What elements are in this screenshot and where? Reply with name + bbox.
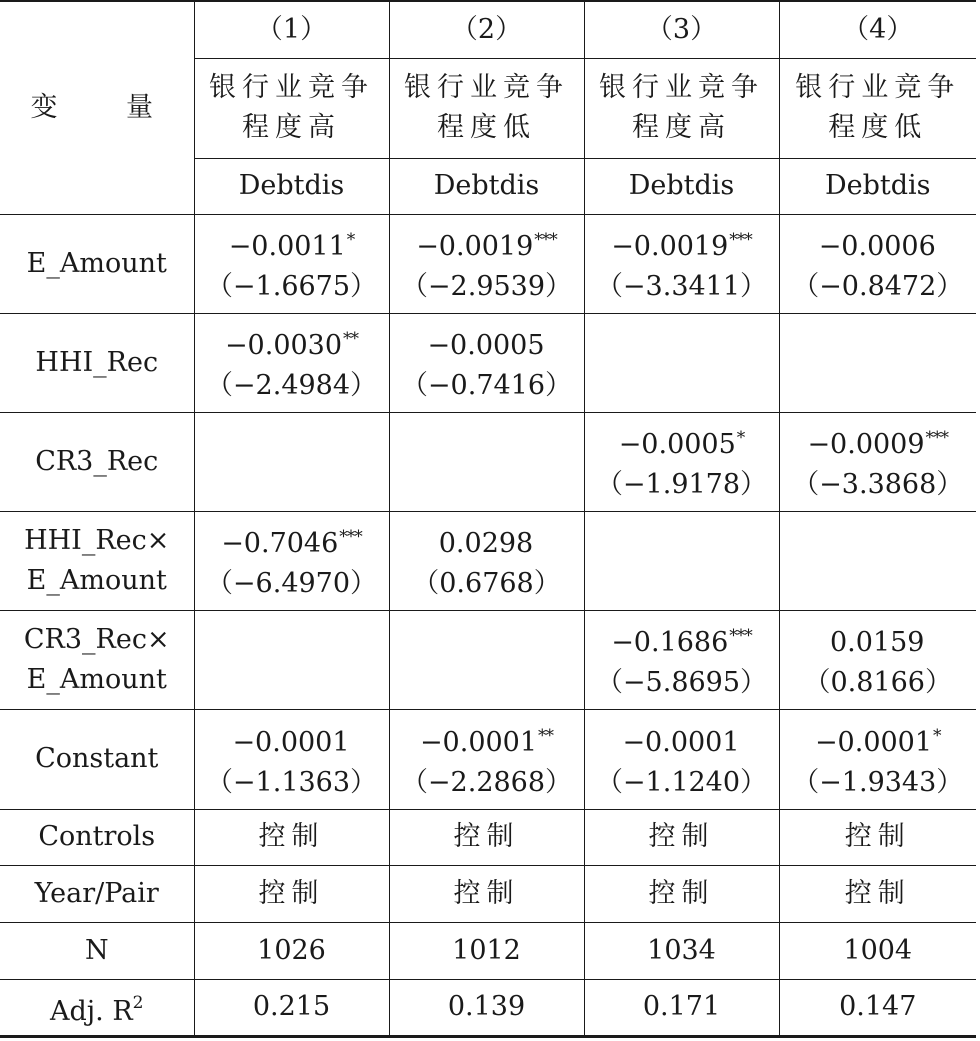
coef-cell: 0.0159 （0.8166） (779, 610, 976, 709)
row-label-n: N (0, 922, 194, 979)
empty-cell (389, 610, 584, 709)
year-pair-value: 控制 (389, 865, 584, 922)
empty-cell (779, 511, 976, 610)
empty-cell (779, 313, 976, 412)
year-pair-value: 控制 (584, 865, 779, 922)
coef-cell: −0.0019*** （−3.3411） (584, 214, 779, 313)
row-label-hhi-rec: HHI_Rec (0, 313, 194, 412)
coef-cell: −0.0005 （−0.7416） (389, 313, 584, 412)
empty-cell (194, 610, 389, 709)
dep-var-2: Debtdis (389, 158, 584, 214)
row-label-year-pair: Year/Pair (0, 865, 194, 922)
empty-cell (584, 511, 779, 610)
coef-cell: −0.0011* （−1.6675） (194, 214, 389, 313)
dep-var-3: Debtdis (584, 158, 779, 214)
coef-cell: −0.0009*** （−3.3868） (779, 412, 976, 511)
coef-cell: −0.7046*** （−6.4970） (194, 511, 389, 610)
row-label-cr3-interaction: CR3_Rec× E_Amount (0, 610, 194, 709)
controls-value: 控制 (584, 809, 779, 865)
col-number-1: （1） (194, 1, 389, 58)
adj-r2-value: 0.147 (779, 979, 976, 1036)
n-value: 1034 (584, 922, 779, 979)
coef-cell: −0.0001* （−1.9343） (779, 709, 976, 809)
empty-cell (389, 412, 584, 511)
year-pair-value: 控制 (194, 865, 389, 922)
variable-header: 变 量 (0, 1, 194, 214)
row-label-adj-r2: Adj. $R^2$ (0, 979, 194, 1036)
col-number-4: （4） (779, 1, 976, 58)
coef-cell: −0.0019*** （−2.9539） (389, 214, 584, 313)
col-number-2: （2） (389, 1, 584, 58)
coef-cell: −0.1686*** （−5.8695） (584, 610, 779, 709)
col-number-3: （3） (584, 1, 779, 58)
empty-cell (194, 412, 389, 511)
adj-r2-value: 0.171 (584, 979, 779, 1036)
n-value: 1004 (779, 922, 976, 979)
row-label-cr3-rec: CR3_Rec (0, 412, 194, 511)
controls-value: 控制 (389, 809, 584, 865)
coef-cell: 0.0298 （0.6768） (389, 511, 584, 610)
controls-value: 控制 (194, 809, 389, 865)
row-label-constant: Constant (0, 709, 194, 809)
year-pair-value: 控制 (779, 865, 976, 922)
col-group-3: 银行业竞争 程度高 (584, 58, 779, 158)
controls-value: 控制 (779, 809, 976, 865)
empty-cell (584, 313, 779, 412)
coef-cell: −0.0001 （−1.1363） (194, 709, 389, 809)
adj-r2-value: 0.139 (389, 979, 584, 1036)
col-group-2: 银行业竞争 程度低 (389, 58, 584, 158)
col-group-1: 银行业竞争 程度高 (194, 58, 389, 158)
col-group-4: 银行业竞争 程度低 (779, 58, 976, 158)
adj-r2-value: 0.215 (194, 979, 389, 1036)
coef-cell: −0.0001 （−1.1240） (584, 709, 779, 809)
n-value: 1026 (194, 922, 389, 979)
coef-cell: −0.0001** （−2.2868） (389, 709, 584, 809)
row-label-controls: Controls (0, 809, 194, 865)
row-label-hhi-interaction: HHI_Rec× E_Amount (0, 511, 194, 610)
row-label-e-amount: E_Amount (0, 214, 194, 313)
dep-var-4: Debtdis (779, 158, 976, 214)
dep-var-1: Debtdis (194, 158, 389, 214)
coef-cell: −0.0006 （−0.8472） (779, 214, 976, 313)
coef-cell: −0.0030** （−2.4984） (194, 313, 389, 412)
coef-cell: −0.0005* （−1.9178） (584, 412, 779, 511)
n-value: 1012 (389, 922, 584, 979)
